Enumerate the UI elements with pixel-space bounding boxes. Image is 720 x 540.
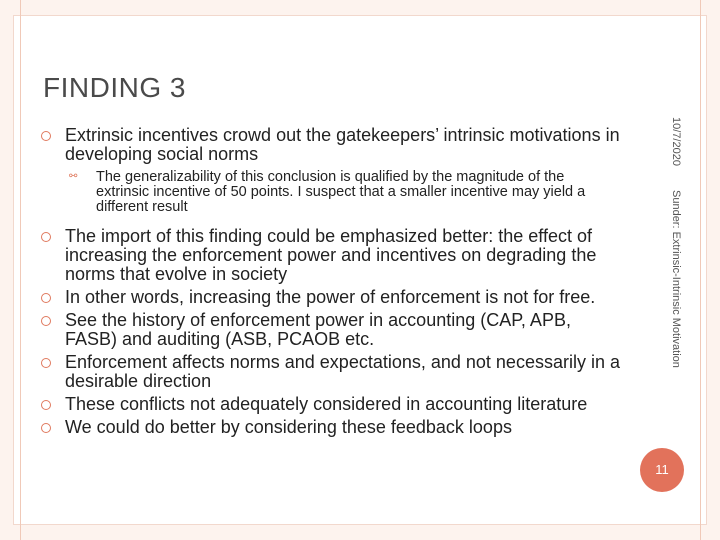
- bullet-item: [40, 353, 620, 391]
- hollow-circle-bullet-icon: [41, 316, 51, 326]
- sub-bullet-item: [40, 170, 620, 215]
- bullet-text: See the history of enforcement power in accounting (CAP, APB, FASB) and auditing (ASB, PCAOB etc.: [65, 310, 571, 349]
- bullet-text: These conflicts not adequately considered in accounting literature: [65, 394, 588, 414]
- sub-bullet-icon: ⚯: [69, 171, 78, 182]
- hollow-circle-bullet-icon: [41, 293, 51, 303]
- bullet-item: [40, 311, 620, 349]
- hollow-circle-bullet-icon: [41, 423, 51, 433]
- left-decorative-rule: [20, 0, 21, 540]
- right-decorative-rule: [700, 0, 701, 540]
- bullet-text: Extrinsic incentives crowd out the gatekeepers’ intrinsic motivations in developing social norms: [65, 125, 620, 164]
- bullet-text: Enforcement affects norms and expectations, and not necessarily in a desirable direction: [65, 352, 620, 391]
- slide-title: FINDING 3: [43, 72, 186, 103]
- slide-footer: Sunder: Extrinsic-Intrinsic Motivation: [670, 190, 682, 368]
- sub-bullet-text: The generalizability of this conclusion is qualified by the magnitude of the extrinsic incentive of 50 points. I suspect that a smaller incentive may yield a different result: [96, 169, 586, 215]
- bullet-text: We could do better by considering these feedback loops: [65, 417, 512, 437]
- bullet-item: [40, 288, 620, 307]
- hollow-circle-bullet-icon: [41, 400, 51, 410]
- page-number-badge: 11: [640, 448, 684, 492]
- slide-date: 10/7/2020: [670, 117, 682, 166]
- bullet-text: The import of this finding could be emphasized better: the effect of increasing the enforcement power and incentives on degrading the norms that evolve in society: [65, 226, 597, 284]
- bullet-item: [40, 395, 620, 414]
- bullet-list: [40, 126, 620, 441]
- bullet-item: [40, 126, 620, 164]
- bullet-text: In other words, increasing the power of enforcement is not for free.: [65, 287, 596, 307]
- hollow-circle-bullet-icon: [41, 232, 51, 242]
- hollow-circle-bullet-icon: [41, 358, 51, 368]
- hollow-circle-bullet-icon: [41, 131, 51, 141]
- bullet-item: [40, 418, 620, 437]
- bullet-item: [40, 227, 620, 284]
